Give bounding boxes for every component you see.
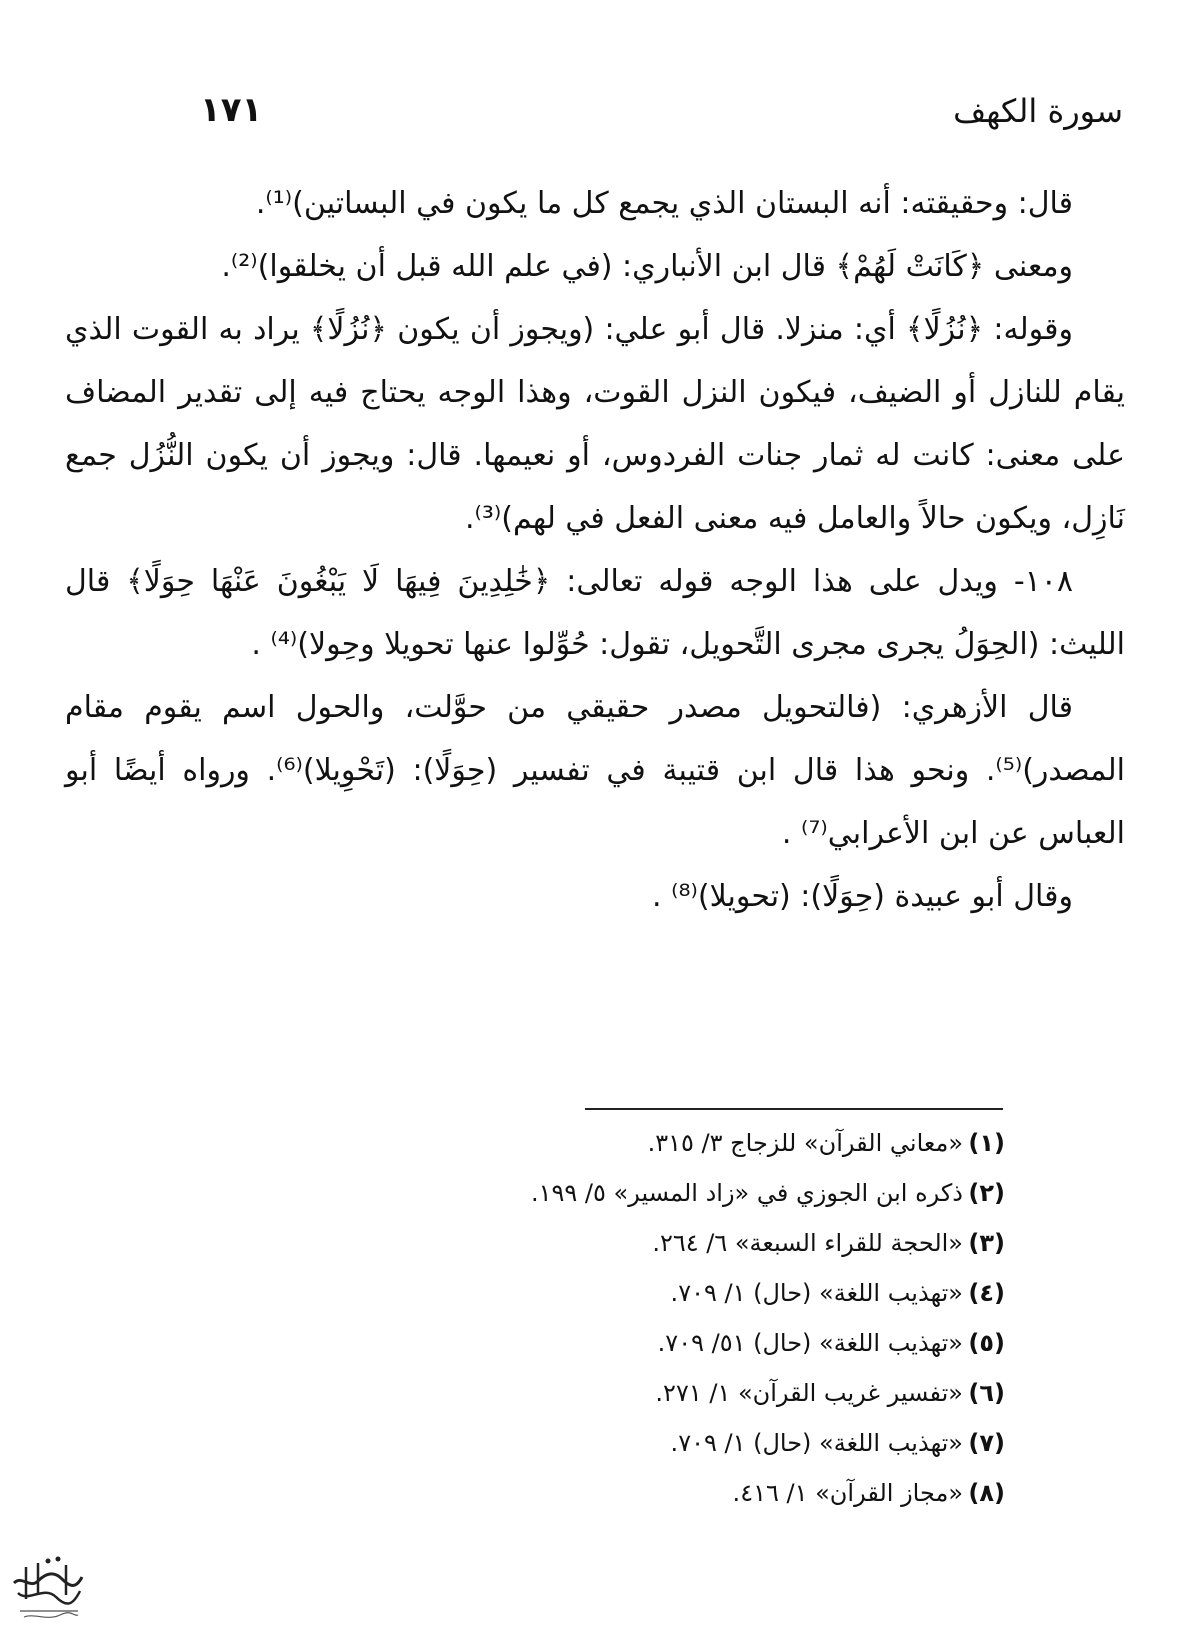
footnote-number: (٧) [968,1429,1005,1457]
footnote-item [305,1418,1005,1468]
footnote-item [305,1368,1005,1418]
footnote-number: (١) [968,1129,1005,1157]
footnote-text: «تهذيب اللغة» (حال) ١/ ٧٠٩. [670,1429,963,1457]
footnote-text: «تهذيب اللغة» (حال) ١/ ٧٠٩. [670,1279,963,1307]
paragraph: ١٠٨- ويدل على هذا الوجه قوله تعالى: ﴿خَٰلِدِينَ فِيهَا لَا يَبْغُونَ عَنْهَا حِوَلًا﴾ قال الليث: (الحِوَلُ يجرى مجرى التَّحويل، تقول: حُوِّلوا عنها تحويلا وحِولا)⁽⁴⁾ . [65,564,1125,662]
paragraph: وقال أبو عبيدة (حِوَلًا): (تحويلا)⁽⁸⁾ . [652,879,1073,914]
footnote-text: «الحجة للقراء السبعة» ٦/ ٢٦٤. [652,1229,963,1257]
paragraph: ومعنى ﴿كَانَتْ لَهُمْ﴾ قال ابن الأنباري: (في علم الله قبل أن يخلقوا)⁽²⁾. [221,249,1073,284]
footnote-text: «تهذيب اللغة» (حال) ٥١/ ٧٠٩. [657,1329,963,1357]
surah-title: سورة الكهف [953,92,1123,130]
paragraph: قال: وحقيقته: أنه البستان الذي يجمع كل ما يكون في البساتين)⁽¹⁾. [255,186,1073,221]
footnote-item [305,1268,1005,1318]
footnote-number: (٢) [968,1179,1005,1207]
paragraph: وقوله: ﴿نُزُلًا﴾ أي: منزلا. قال أبو علي: (ويجوز أن يكون ﴿نُزُلًا﴾ يراد به القوت الذي يقام للنازل أو الضيف، فيكون النزل القوت، وهذا الوجه يحتاج فيه إلى تقدير المضاف على معنى: كانت له ثمار جنات الفردوس، أو نعيمها. قال: ويجوز أن يكون النُّزُل جمع نَازِل، ويكون حالاً والعامل فيه معنى الفعل في لهم)⁽³⁾. [65,312,1125,536]
footnote-text: «تفسير غريب القرآن» ١/ ٢٧١. [655,1379,963,1407]
footnote-item [305,1168,1005,1218]
footnote-divider [585,1108,1003,1110]
footnotes [305,1118,1005,1518]
paragraph: قال الأزهري: (فالتحويل مصدر حقيقي من حوَّلت، والحول اسم يقوم مقام المصدر)⁽⁵⁾. ونحو هذا قال ابن قتيبة في تفسير (حِوَلًا): (تَحْوِيلا)⁽⁶⁾. ورواه أيضًا أبو العباس عن ابن الأعرابي⁽⁷⁾ . [65,690,1125,851]
footnote-number: (٨) [968,1479,1005,1507]
footnote-item [305,1318,1005,1368]
footnote-number: (٦) [968,1379,1005,1407]
footnote-item [305,1118,1005,1168]
footnote-item [305,1218,1005,1268]
page-number: ١٧١ [200,90,263,130]
footnote-number: (٤) [968,1279,1005,1307]
footnote-number: (٣) [968,1229,1005,1257]
footnote-text: ذكره ابن الجوزي في «زاد المسير» ٥/ ١٩٩. [530,1179,963,1207]
footnote-text: «معاني القرآن» للزجاج ٣/ ٣١٥. [647,1129,963,1157]
footnote-text: «مجاز القرآن» ١/ ٤١٦. [732,1479,963,1507]
footnote-item [305,1468,1005,1518]
main-text [65,172,1125,928]
publisher-logo [8,1545,88,1627]
footnote-number: (٥) [968,1329,1005,1357]
